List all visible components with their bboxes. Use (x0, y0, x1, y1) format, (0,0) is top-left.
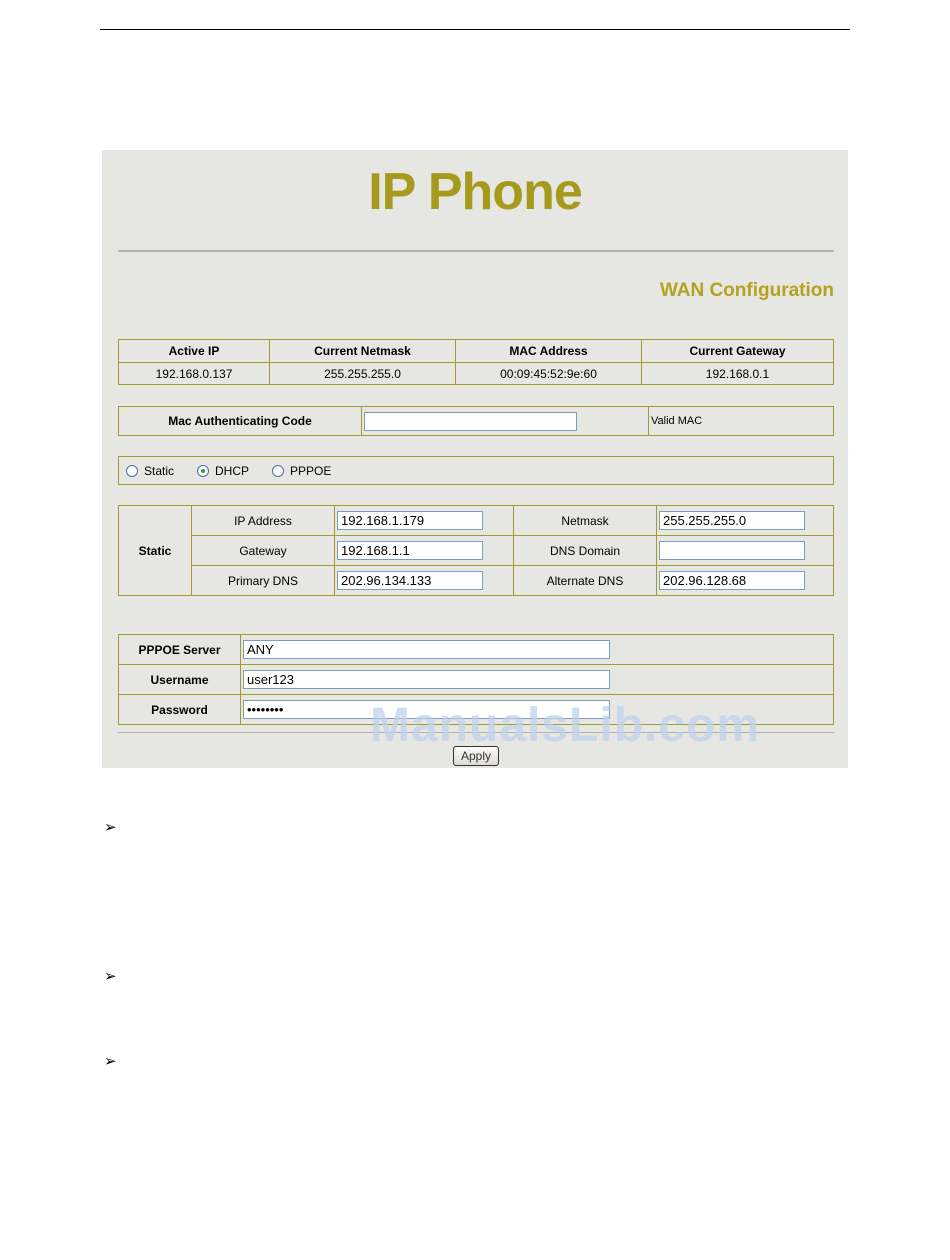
form-bottom-divider (118, 732, 834, 733)
password-cell (241, 695, 834, 725)
status-value-row (119, 363, 834, 385)
bullet-arrow-icon: ➢ (104, 968, 117, 985)
dns-domain-input[interactable] (659, 541, 805, 560)
username-input[interactable]: user123 (243, 670, 610, 689)
primary-dns-label: Primary DNS (192, 566, 335, 596)
static-radio-label: Static (144, 464, 175, 478)
password-row (119, 695, 834, 725)
username-row (119, 665, 834, 695)
mac-auth-table (118, 406, 834, 436)
pppoe-settings-table (118, 634, 834, 725)
dhcp-radio[interactable] (197, 465, 209, 477)
netmask-input[interactable]: 255.255.255.0 (659, 511, 805, 530)
static-row-1 (119, 506, 834, 536)
mac-auth-label: Mac Authenticating Code (119, 407, 362, 436)
mode-pppoe-option[interactable] (272, 464, 331, 478)
dns-domain-cell (657, 536, 834, 566)
netmask-label: Netmask (514, 506, 657, 536)
pppoe-radio-label: PPPOE (290, 464, 332, 478)
bullet-arrow-icon: ➢ (104, 819, 117, 836)
static-settings-table (118, 505, 834, 596)
page-top-rule (100, 29, 850, 30)
gateway-label: Gateway (192, 536, 335, 566)
static-radio[interactable] (126, 465, 138, 477)
mac-auth-row (119, 407, 834, 436)
netmask-cell (657, 506, 834, 536)
active-ip-value: 192.168.0.137 (119, 363, 270, 385)
pppoe-server-input[interactable]: ANY (243, 640, 610, 659)
static-row-3 (119, 566, 834, 596)
current-netmask-value: 255.255.255.0 (270, 363, 456, 385)
dhcp-radio-label: DHCP (215, 464, 250, 478)
username-label: Username (119, 665, 241, 695)
wan-mode-selector (118, 456, 834, 485)
pppoe-server-row (119, 635, 834, 665)
mode-dhcp-option[interactable] (197, 464, 249, 478)
pppoe-radio[interactable] (272, 465, 284, 477)
header-mac-address: MAC Address (456, 340, 642, 363)
apply-button[interactable]: Apply (453, 746, 499, 766)
gateway-cell (335, 536, 514, 566)
ip-address-cell (335, 506, 514, 536)
ip-address-input[interactable]: 192.168.1.179 (337, 511, 483, 530)
pppoe-server-label: PPPOE Server (119, 635, 241, 665)
mode-static-option[interactable] (126, 464, 174, 478)
header-current-gateway: Current Gateway (642, 340, 834, 363)
watermark-text: ManualsLib.com (370, 699, 761, 752)
page-title: IP Phone (368, 163, 582, 221)
gateway-input[interactable]: 192.168.1.1 (337, 541, 483, 560)
password-label: Password (119, 695, 241, 725)
password-input[interactable]: •••••••• (243, 700, 610, 719)
bullet-arrow-icon: ➢ (104, 1053, 117, 1070)
current-gateway-value: 192.168.0.1 (642, 363, 834, 385)
mac-address-value: 00:09:45:52:9e:60 (456, 363, 642, 385)
pppoe-server-cell (241, 635, 834, 665)
mac-valid-status: Valid MAC (649, 407, 834, 436)
header-current-netmask: Current Netmask (270, 340, 456, 363)
static-row-2 (119, 536, 834, 566)
wan-config-panel (102, 150, 848, 768)
header-active-ip: Active IP (119, 340, 270, 363)
alternate-dns-cell (657, 566, 834, 596)
mac-auth-cell (362, 407, 649, 436)
username-cell (241, 665, 834, 695)
alternate-dns-label: Alternate DNS (514, 566, 657, 596)
status-table (118, 339, 834, 385)
section-title: WAN Configuration (659, 280, 834, 301)
dns-domain-label: DNS Domain (514, 536, 657, 566)
alternate-dns-input[interactable]: 202.96.128.68 (659, 571, 805, 590)
static-section-label: Static (119, 506, 192, 596)
ip-address-label: IP Address (192, 506, 335, 536)
primary-dns-input[interactable]: 202.96.134.133 (337, 571, 483, 590)
mac-auth-input[interactable] (364, 412, 577, 431)
title-divider (118, 250, 834, 252)
status-header-row (119, 340, 834, 363)
primary-dns-cell (335, 566, 514, 596)
